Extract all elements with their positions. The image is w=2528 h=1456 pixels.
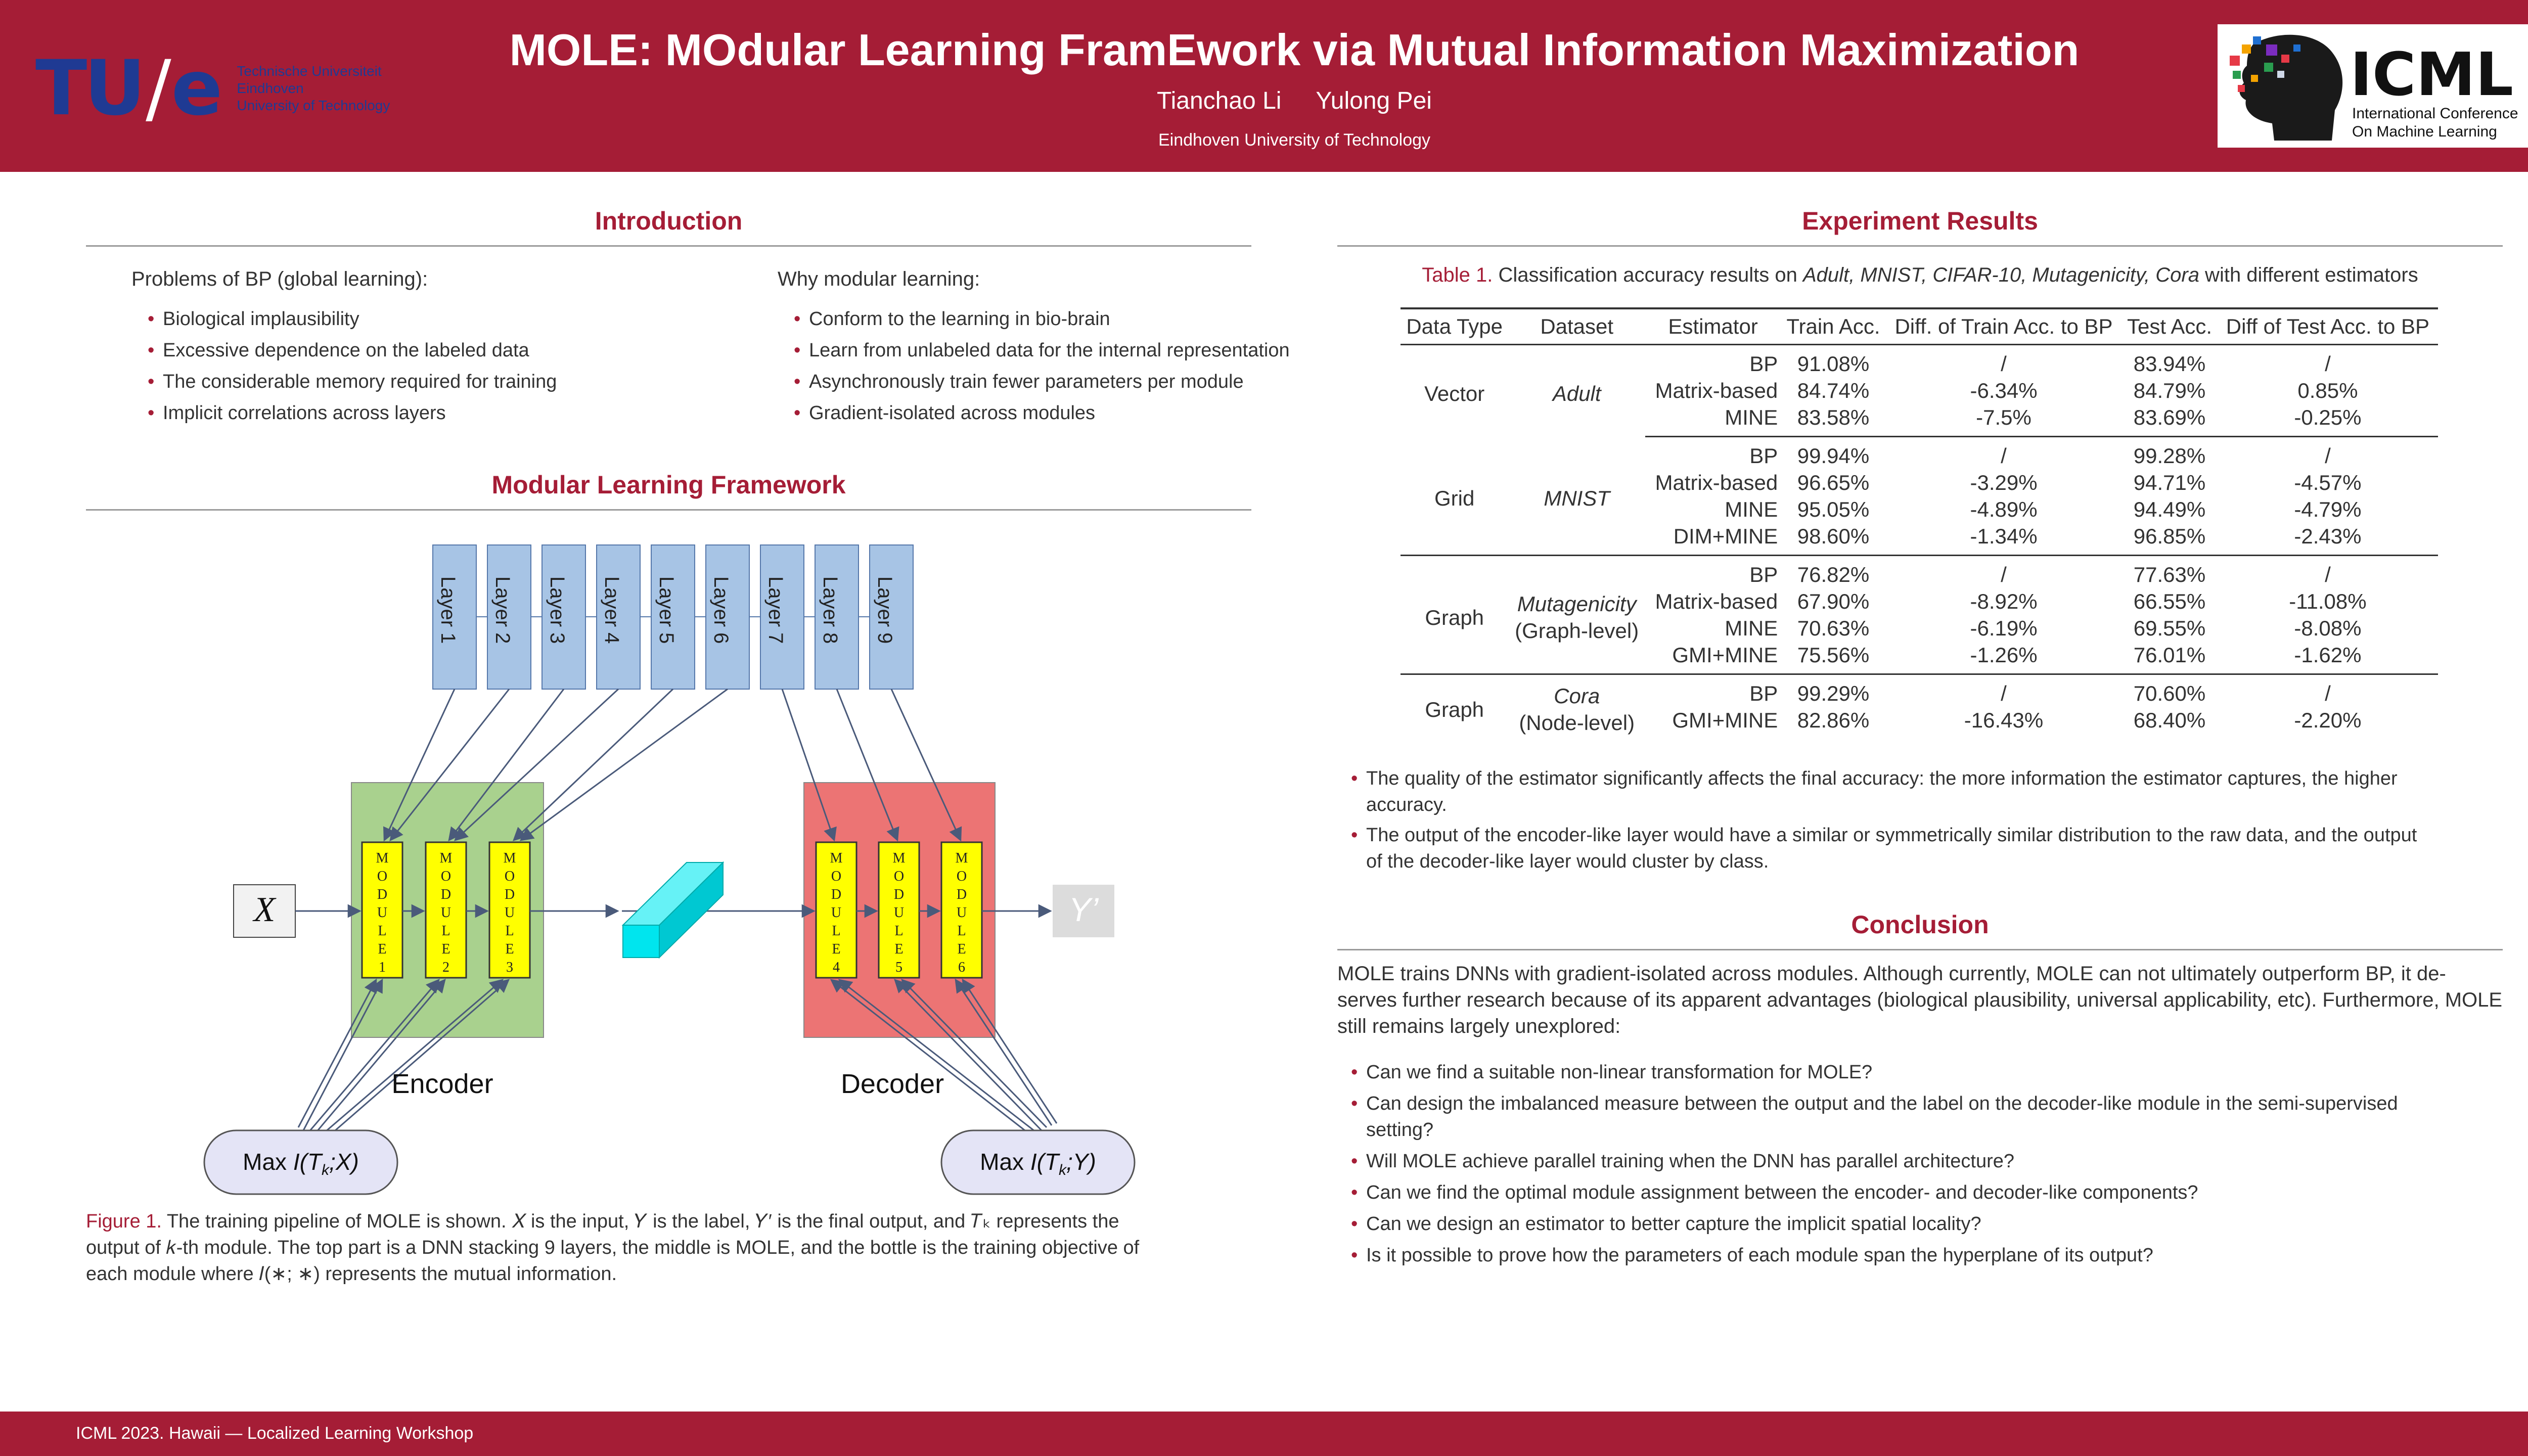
- icml-line2: On Machine Learning: [2352, 123, 2497, 140]
- experiment-findings: [1351, 765, 2504, 875]
- module-letter: D: [893, 887, 905, 902]
- column-header: Estimator: [1645, 308, 1781, 345]
- arrow: [963, 980, 1057, 1123]
- module-letter: L: [441, 923, 450, 939]
- module-letter: 6: [958, 960, 965, 975]
- intro-left-heading: Problems of BP (global learning):: [131, 268, 428, 290]
- figure-label: Figure 1.: [86, 1211, 162, 1232]
- module-letter: E: [441, 941, 450, 957]
- module-letter: E: [378, 941, 387, 957]
- poster-footer: [0, 1412, 2528, 1456]
- table-row: MINE 83.58% -7.5% 83.69% -0.25%: [1401, 404, 2438, 437]
- layer-label: Layer 7: [764, 576, 787, 644]
- list-item: • Biological implausibility: [148, 303, 557, 335]
- author-name: Tianchao Li: [1157, 87, 1282, 114]
- input-label: X: [253, 890, 276, 929]
- module-letter: M: [503, 850, 516, 866]
- module-letter: D: [377, 887, 388, 902]
- layer-label: Layer 3: [546, 576, 568, 644]
- module-letter: M: [439, 850, 453, 866]
- table-row: MINE 95.05% -4.89% 94.49% -4.79%: [1725, 497, 2362, 521]
- column-header: Dataset: [1508, 308, 1645, 345]
- list-item: • Can we design an estimator to better capture the implicit spatial locality?: [1351, 1208, 2504, 1240]
- pixel-icon: [2242, 44, 2251, 54]
- module-letter: E: [957, 941, 966, 957]
- column-header: Test Acc.: [2121, 308, 2218, 345]
- module-letter: O: [831, 869, 842, 884]
- column-header: Data Type: [1401, 308, 1508, 345]
- module-letter: D: [440, 887, 452, 902]
- results-table: [1401, 307, 2438, 739]
- list-item: • Learn from unlabeled data for the internal representation: [794, 335, 1290, 366]
- section-title-introduction: Introduction: [595, 207, 743, 235]
- pixel-icon: [2264, 63, 2273, 72]
- list-item: • The considerable memory required for training: [148, 366, 557, 397]
- module-letter: U: [440, 905, 452, 921]
- table-row: MINE 70.63% -6.19% 69.55% -8.08%: [1725, 616, 2362, 640]
- layer-label: Layer 9: [874, 576, 896, 644]
- layer-label: Layer 1: [437, 576, 459, 644]
- section-title-framework: Modular Learning Framework: [491, 471, 846, 499]
- objective-right-label: Max $I(T_k;Y)$: [980, 1149, 1096, 1178]
- arrow: [303, 980, 382, 1130]
- pixel-icon: [2238, 85, 2245, 92]
- table-caption: Table 1. Classification accuracy results on Adult, MNIST, CIFAR-10, Mutagenicity, Cora with different estimators: [1422, 264, 2418, 286]
- module-letter: O: [440, 869, 452, 884]
- module-letter: M: [830, 850, 843, 866]
- table-row: Graph Mutagenicity (Graph-level) BP 76.82% / 77.63% /: [1401, 556, 2438, 588]
- list-item: • The output of the encoder-like layer would have a similar or symmetrically similar distribution to the raw data, and the output of the decoder-like layer would cluster by class.: [1351, 822, 2504, 875]
- section-rule: [1337, 245, 2503, 247]
- module-letter: 3: [506, 960, 513, 975]
- objective-left-label: Max $I(T_k;X)$: [243, 1149, 359, 1178]
- arrow: [521, 689, 728, 840]
- module-letter: L: [894, 923, 904, 939]
- layer-label: Layer 4: [601, 576, 623, 644]
- pixel-icon: [2281, 55, 2289, 63]
- pixel-icon: [2253, 36, 2261, 44]
- table-row: GMI+MINE 82.86% -16.43% 68.40% -2.20%: [1672, 708, 2362, 732]
- module-letter: O: [504, 869, 515, 884]
- module-letter: L: [378, 923, 387, 939]
- module-letter: O: [893, 869, 905, 884]
- module-letter: U: [956, 905, 967, 921]
- pixel-icon: [2277, 71, 2284, 78]
- column-header: Diff of Test Acc. to BP: [2218, 308, 2438, 345]
- module-letter: M: [376, 850, 389, 866]
- table-label: Table 1.: [1422, 264, 1493, 286]
- list-item: • Is it possible to prove how the parameters of each module span the hyperplane of its output?: [1351, 1240, 2504, 1271]
- module-letter: 1: [379, 960, 386, 975]
- pixel-icon: [2293, 44, 2300, 52]
- pixel-icon: [2233, 71, 2241, 79]
- module-letter: E: [894, 941, 904, 957]
- module-letter: U: [831, 905, 842, 921]
- module-letter: 4: [833, 960, 840, 975]
- pixel-icon: [2230, 56, 2240, 66]
- icml-wordmark: ICML: [2350, 39, 2514, 109]
- module-letter: L: [505, 923, 514, 939]
- table-row: Grid MNIST BP 99.94% / 99.28% /: [1401, 437, 2438, 470]
- table-row: Vector Adult BP 91.08% / 83.94% /: [1424, 352, 2331, 405]
- module-letter: E: [505, 941, 514, 957]
- tue-logo-text: Technische Universiteit Eindhoven University of Technology: [237, 63, 390, 113]
- table-row: GMI+MINE 75.56% -1.26% 76.01% -1.62%: [1401, 642, 2438, 674]
- pixel-icon: [2266, 44, 2277, 56]
- layer-stack: [433, 545, 913, 689]
- module-letter: M: [955, 850, 968, 866]
- list-item: • The quality of the estimator significantly affects the final accuracy: the more information the estimator captures, the higher accuracy.: [1351, 765, 2504, 818]
- pixel-icon: [2251, 75, 2258, 82]
- framework-diagram: [0, 0, 1294, 1213]
- table-row: Matrix-based 96.65% -3.29% 94.71% -4.57%: [1655, 471, 2362, 494]
- figure-caption: Figure 1. The training pipeline of MOLE is shown. 𝑋 is the input, 𝑌 is the label, 𝑌′ is the final output, and 𝑇ₖ represents the output of 𝑘-th module. The top part is a DNN stacking 9 layers, the middle is MOLE, and the bottle is the training objective of each module where 𝐼(∗; ∗) represents the mutual information.: [86, 1211, 1140, 1285]
- module-letter: M: [892, 850, 906, 866]
- module-letter: D: [831, 887, 842, 902]
- decoder-label: Decoder: [840, 1069, 944, 1099]
- section-rule: [1337, 949, 2503, 950]
- list-item: • Can we find the optimal module assignment between the encoder- and decoder-like components?: [1351, 1177, 2504, 1208]
- module-letter: 2: [442, 960, 449, 975]
- list-item: • Can design the imbalanced measure between the output and the label on the decoder-like module in the semi-supervised setting?: [1351, 1090, 2504, 1143]
- bottleneck-icon: [623, 862, 723, 958]
- module-letter: 5: [895, 960, 902, 975]
- tue-logo-mark: TU/e: [35, 44, 220, 132]
- module-letter: U: [377, 905, 388, 921]
- module-letter: L: [957, 923, 966, 939]
- module-letter: O: [956, 869, 967, 884]
- list-item: • Gradient-isolated across modules: [794, 397, 1290, 429]
- table-row: Matrix-based 67.90% -8.92% 66.55% -11.08%: [1655, 589, 2367, 613]
- author-name: Yulong Pei: [1316, 87, 1432, 114]
- module-letter: O: [377, 869, 388, 884]
- column-header: Diff. of Train Acc. to BP: [1886, 308, 2121, 345]
- conclusion-questions: [1351, 1057, 2504, 1271]
- output-label: Y’: [1068, 891, 1099, 928]
- module-letter: D: [956, 887, 967, 902]
- module-letter: L: [832, 923, 841, 939]
- icml-logo: [2218, 24, 2528, 148]
- table-row: Matrix-based 84.74% -6.34% 84.79% 0.85%: [1655, 379, 2358, 402]
- section-title-experiments: Experiment Results: [1802, 207, 2038, 235]
- list-item: • Conform to the learning in bio-brain: [794, 303, 1290, 335]
- encoder-label: Encoder: [391, 1069, 493, 1099]
- table-row: DIM+MINE 98.60% -1.34% 96.85% -2.43%: [1401, 523, 2438, 556]
- icml-line1: International Conference: [2352, 105, 2518, 122]
- footer-text: ICML 2023. Hawaii — Localized Learning Workshop: [76, 1424, 474, 1443]
- module-letter: U: [504, 905, 515, 921]
- layer-label: Layer 5: [655, 576, 678, 644]
- layer-label: Layer 6: [710, 576, 732, 644]
- layer-label: Layer 2: [491, 576, 514, 644]
- poster-title: MOLE: MOdular Learning FramEwork via Mutual Information Maximization: [509, 25, 2080, 75]
- list-item: • Can we find a suitable non-linear transformation for MOLE?: [1351, 1057, 2504, 1088]
- icml-logo-graphic: [2218, 24, 2528, 148]
- section-title-conclusion: Conclusion: [1851, 911, 1989, 939]
- layer-label: Layer 8: [819, 576, 841, 644]
- module-letter: U: [893, 905, 905, 921]
- column-header: Train Acc.: [1781, 308, 1886, 345]
- list-item: • Will MOLE achieve parallel training when the DNN has parallel architecture?: [1351, 1146, 2504, 1177]
- list-item: • Excessive dependence on the labeled data: [148, 335, 557, 366]
- conclusion-paragraph: MOLE trains DNNs with gradient-isolated across modules. Although currently, MOLE can not ultimately outperform BP, it de- serves further research because of its apparent advantages (biological plausibility, universal applicability, etc). Furthermore, MOLE still remains largely unexplored:: [1337, 963, 2503, 1037]
- affiliation: Eindhoven University of Technology: [1158, 130, 1431, 150]
- arrow: [956, 980, 1052, 1125]
- module-letter: D: [504, 887, 515, 902]
- table-header-row: [1401, 308, 2438, 345]
- intro-right-heading: Why modular learning:: [778, 268, 980, 290]
- table-row: Graph Cora (Node-level) BP 99.29% / 70.60% /: [1425, 681, 2331, 735]
- module-letter: E: [832, 941, 841, 957]
- list-item: • Implicit correlations across layers: [148, 397, 557, 429]
- head-silhouette-icon: [2240, 35, 2343, 141]
- list-item: • Asynchronously train fewer parameters per module: [794, 366, 1290, 397]
